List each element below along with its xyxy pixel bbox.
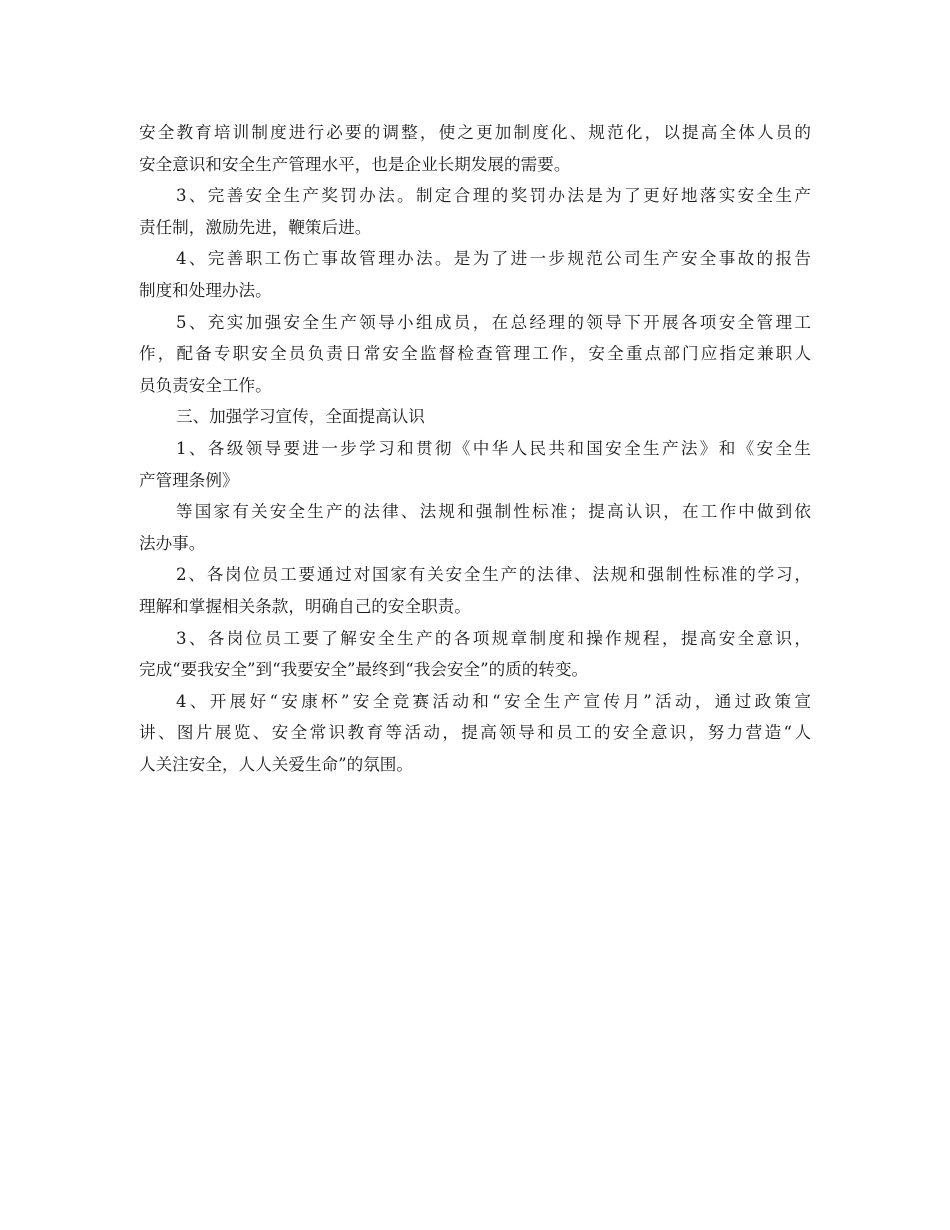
- text-line: 法办事。: [139, 533, 206, 553]
- text-line: 理解和掌握相关条款，明确自己的安全职责。: [139, 596, 471, 616]
- text-line: 员负责安全工作。: [139, 375, 272, 395]
- text-line: 讲、图片展览、安全常识教育等活动，提高领导和员工的安全意识，努力营造“人: [139, 723, 811, 743]
- text-line: 2、各岗位员工要通过对国家有关安全生产的法律、法规和强制性标准的学习，: [176, 565, 811, 585]
- text-line: 3、完善安全生产奖罚办法。制定合理的奖罚办法是为了更好地落实安全生产: [176, 186, 811, 206]
- text-line: 1、各级领导要进一步学习和贯彻《中华人民共和国安全生产法》和《安全生: [176, 438, 811, 458]
- document-body: [139, 117, 811, 780]
- text-line: 等国家有关安全生产的法律、法规和强制性标准；提高认识，在工作中做到依: [176, 502, 811, 522]
- text-line: 3、各岗位员工要了解安全生产的各项规章制度和操作规程，提高安全意识，: [176, 628, 811, 648]
- text-line: 产管理条例》: [139, 470, 239, 490]
- text-line: 4、开展好“安康杯”安全竞赛活动和“安全生产宣传月”活动，通过政策宣: [176, 691, 811, 711]
- text-line: 人关注安全，人人关爱生命”的氛围。: [139, 754, 413, 774]
- text-line: 安全教育培训制度进行必要的调整，使之更加制度化、规范化，以提高全体人员的: [139, 123, 811, 142]
- text-line: 完成“要我安全”到“我要安全”最终到“我会安全”的质的转变。: [139, 660, 589, 680]
- text-line: 制度和处理办法。: [139, 280, 272, 300]
- text-line: 作，配备专职安全员负责日常安全监督检查管理工作，安全重点部门应指定兼职人: [139, 344, 811, 364]
- text-line: 5、充实加强安全生产领导小组成员，在总经理的领导下开展各项安全管理工: [176, 312, 811, 332]
- text-line: 责任制，激励先进，鞭策后进。: [139, 217, 372, 237]
- text-line: 安全意识和安全生产管理水平，也是企业长期发展的需要。: [139, 154, 571, 174]
- section-heading: 三、加强学习宣传，全面提高认识: [176, 407, 425, 427]
- text-line: 4、完善职工伤亡事故管理办法。是为了进一步规范公司生产安全事故的报告: [176, 249, 811, 269]
